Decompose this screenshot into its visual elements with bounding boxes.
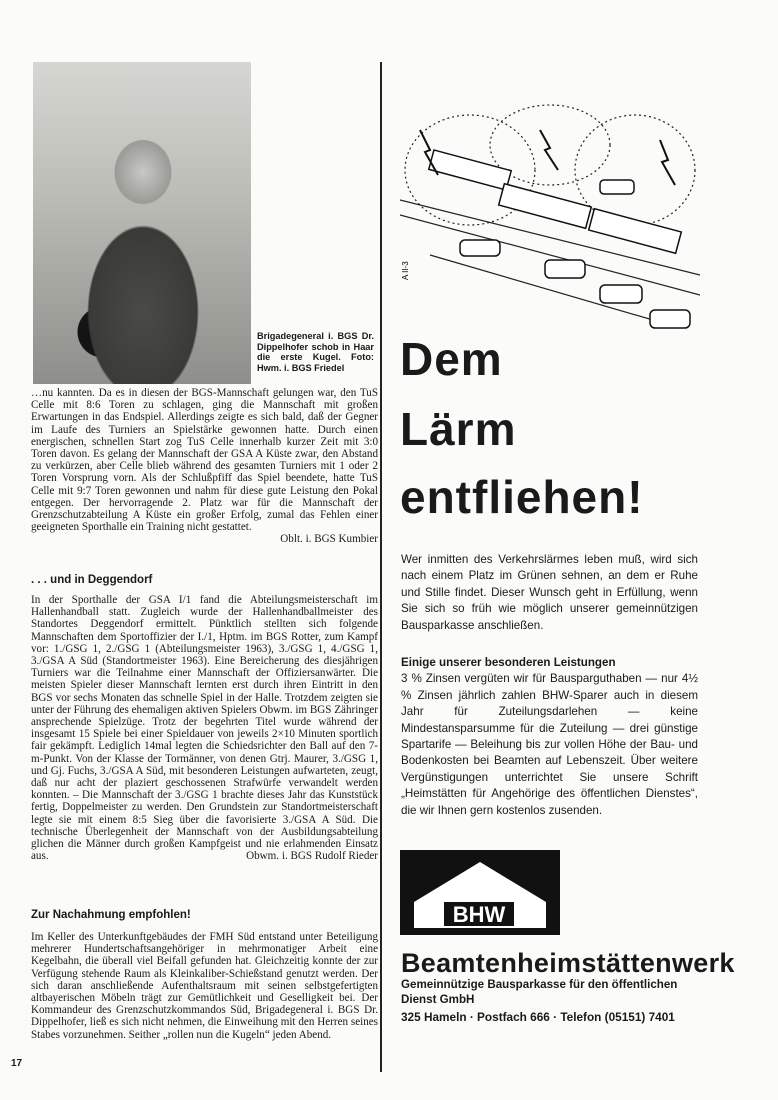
intro-paragraph: …nu kannten. Da es in diesen der BGS-Mannschaft gelungen war, den TuS Celle mit 8:6 Toren zu schlagen, ging die Mannschaft mit großen Erwartungen in das Endspiel. Allerdings zeigte es sich bald, daß der Gegner im Laufe des Turniers an Spielstärke gewonnen hatte. Durch einen energischen, schnellen Start zog TuS Celle innerhalb kurzer Zeit mit 3:0 Toren davon. Es gelang der Mannschaft der GSA A Küste zwar, den Abstand zu verkürzen, aber Celle blieb während des gesamten Turniers mit 1 oder 2 Toren Vorsprung vorn. Als der Schlußpfiff das Spiel beendete, hatte TuS Celle mit 9:7 Toren gewonnen und nahm für diese gute Leistung den Pokal entgegen. Der hervorragende 2. Platz war für die Mannschaft der Grenzschutzabteilung A Küste ein großer Erfolg, zumal das Fehlen einer geeigneten Sporthalle ein Training nicht gestattet. — [31, 387, 378, 534]
ad-headline-line1: Dem — [400, 333, 503, 385]
column-divider — [380, 62, 382, 1072]
ad-intro — [401, 552, 698, 634]
article-nachahmung — [31, 931, 378, 1041]
page-number: 17 — [11, 1058, 23, 1069]
brand-address: 325 Hameln · Postfach 666 · Telefon (05151) 7401 — [401, 1010, 675, 1024]
brand-subtitle: Gemeinnützige Bausparkasse für den öffentlichen Dienst GmbH — [401, 978, 678, 1006]
ad-benefits — [401, 655, 698, 819]
photo-brigadegeneral-bowling — [33, 62, 251, 384]
brand-name: Beamtenheimstättenwerk — [401, 948, 735, 978]
article-intro — [31, 387, 378, 546]
deggendorf-paragraph: In der Sporthalle der GSA I/1 fand die Abteilungsmeisterschaft im Hallenhandball statt. Zugleich wurde der Hallenhandballmeister des Standortes Deggendorf ermittelt. Pünktlich stellten sich folgende Mannschaften dem Sportoffizier der I./1, Hptm. im BGS Rotter, zum Kampf vor: 1./GSG 1, 2./GSG 1 (Abteilungsmeister 1963), 3./GSG 1, 4./GSG 1, 3./GSA A Süd (Standortmeister 1963). Eine Bereicherung des diesjährigen Turniers war die Teilnahme einer Mannschaft der Offiziersanwärter. Die meisten Spieler dieser Mannschaft lernten erst durch ihren Eintritt in den BGS vor sechs Monaten das schnelle Spiel in der Halle. Trotzdem zeigten sie unter der Führung des ehemaligen aktiven Spielers Obwm. im BGS Zähringer ansprechende Spielzüge. Trotz der begehrten Titel wurde während der insgesamt 15 Spiele bei einer Spieldauer von jeweils 2×10 Minuten sportlich fair gekämpft. Lediglich 14mal legten die Schiedsrichter den Ball auf den 7-m-Punkt. Von der Klasse der Tormänner, von denen Gtrj. Maurer, 3./GSG 1, und Gj. Fuchs, 3./GSA A Süd, mit besonderen Leistungen aufwarteten, zeugt, daß nur acht der plaziert geschossenen Strafwürfe verwandelt werden konnten. – Die Mannschaft der 3./GSG 1 brachte dieses Jahr das Kunststück fertig, Doppelmeister zu werden. Den Grundstein zur Standortmeisterschaft legte sie mit einem 8:5 Sieg über die favorisierte 3./GSA A Süd. Die technische Überlegenheit der Mannschaft von der Ausbildungsabteilung glichen die Männer durch großen Kampfgeist und nie erlahmenden Einsatz aus. — [31, 594, 378, 863]
section-heading-nachahmung: Zur Nachahmung empfohlen! — [31, 909, 191, 921]
section-heading-deggendorf: . . . und in Deggendorf — [31, 574, 153, 586]
intro-signature: Oblt. i. BGS Kumbier — [280, 533, 378, 546]
nachahmung-paragraph: Im Keller des Unterkunftgebäudes der FMH Süd entstand unter Beteiligung mehrerer Hundertschaftsangehöriger in mehrmonatiger Arbeit eine Kegelbahn, die überall viel Beifall gefunden hat. Gleichzeitig konnte der zur Verfügung stehende Raum als Kleinkaliber-Schießstand genutzt werden. Der sich daran anschließende Aufenthaltsraum mit seinen selbstgefertigten altbayerischen Möbeln trägt zur Gemütlichkeit und Geselligkeit bei. Der Kommandeur des Grenzschutzkommandos Süd, Brigadegeneral i. BGS Dr. Dippelhofer, ließ es sich nicht nehmen, die Einweihung mit den Herren seines Stabes vorzunehmen. Seither „rollen nun die Kugeln“ jeden Abend. — [31, 931, 378, 1041]
ad-benefits-heading: Einige unserer besonderen Leistungen — [401, 656, 616, 669]
illustration-code: A II-3 — [401, 261, 410, 280]
article-deggendorf — [31, 594, 378, 862]
ad-headline-line2: Lärm — [400, 403, 517, 455]
house-logo-icon — [400, 850, 560, 935]
ad-benefits-text: 3 % Zinsen vergüten wir für Bausparguthaben — nur 4½ % Zinsen jährlich zahlen BHW-Sparer auch in diesem Jahr für Zuteilungsdarlehen — keine Mindestansparsumme für die Zuteilung — drei günstige Spartarife — Beleihung bis zur vollen Höhe der Bau- und Bodenkosten bei Beamten auf Lebenszeit. Über weitere Vergünstigungen unterrichtet Sie unsere Schrift „Heimstätten für Angehörige des öffentlichen Dienstes“, die wir Ihnen gern kostenlos zusenden. — [401, 672, 698, 817]
bhw-logo — [400, 850, 560, 935]
ad-headline-line3: entfliehen! — [400, 471, 644, 523]
ad-intro-text: Wer inmitten des Verkehrslärmes leben muß, wird sich nach einem Platz im Grünen sehnen, an dem er Ruhe und Stille findet. Dieser Wunsch geht in Erfüllung, wenn Sie sich so früh wie möglich unserer gemeinnützigen Bausparkasse anschließen. — [401, 553, 698, 632]
deggendorf-signature: Obwm. i. BGS Rudolf Rieder — [246, 850, 378, 863]
traffic-noise-illustration — [400, 100, 700, 335]
photo-caption: Brigadegeneral i. BGS Dr. Dippelhofer schob in Haar die erste Kugel. Foto: Hwm. i. BGS Friedel — [257, 331, 374, 373]
bhw-logo-text: BHW — [452, 902, 506, 927]
